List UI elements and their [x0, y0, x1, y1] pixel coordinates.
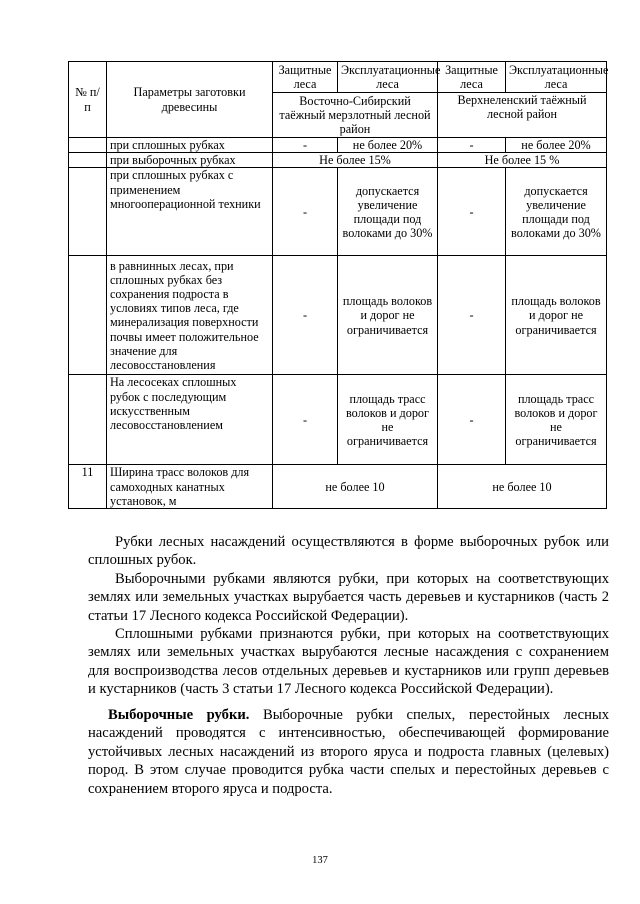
table-row	[69, 375, 607, 465]
row-v4: площадь трасс волоков и дорог не ограничивается	[506, 375, 607, 465]
parameters-table	[68, 61, 607, 509]
row-v1: -	[273, 256, 338, 375]
row-num	[69, 375, 107, 465]
region-2: Верхнеленский таёжный лесной район	[438, 93, 607, 138]
row-v4: площадь волоков и дорог не ограничивается	[506, 256, 607, 375]
row-v12: Не более 15%	[273, 153, 438, 168]
row-num	[69, 153, 107, 168]
paragraph-3: Сплошными рубками признаются рубки, при которых на соответствующих землях или земельных участках вырубаются лесные насаждения с сохранением для воспроизводства лесов отдельных деревьев и кустарников или групп деревьев и кустарников (часть 3 статьи 17 Лесного кодекса Российской Федерации).	[88, 626, 609, 698]
row-v3: -	[438, 256, 506, 375]
region-1: Восточно-Сибирский таёжный мерзлотный лесной район	[273, 93, 438, 138]
table-row	[69, 153, 607, 168]
row-param: Ширина трасс волоков для самоходных канатных установок, м	[107, 465, 273, 509]
row-num: 11	[69, 465, 107, 509]
header-col4: Эксплуатационные леса	[506, 62, 607, 93]
row-param: На лесосеках сплошных рубок с последующим искусственным лесовосстановлением	[107, 375, 273, 465]
paragraph-4	[88, 706, 609, 798]
header-col2: Эксплуатационные леса	[338, 62, 438, 93]
table-row	[69, 256, 607, 375]
paragraph-2: Выборочными рубками являются рубки, при которых на соответствующих землях или земельных участках вырубается часть деревьев и кустарников (часть 2 статьи 17 Лесного кодекса Российской Федерации).	[88, 571, 609, 624]
row-v2: допускается увеличение площади под волоками до 30%	[338, 168, 438, 256]
row-v1: -	[273, 375, 338, 465]
row-v1: -	[273, 168, 338, 256]
paragraph-4-heading: Выборочные рубки.	[108, 707, 250, 723]
table-row	[69, 465, 607, 509]
row-v4: допускается увеличение площади под волоками до 30%	[506, 168, 607, 256]
table-row	[69, 168, 607, 256]
table-row	[69, 138, 607, 153]
row-v34: не более 10	[438, 465, 607, 509]
row-v2: площадь волоков и дорог не ограничивается	[338, 256, 438, 375]
row-num	[69, 138, 107, 153]
row-v1: -	[273, 138, 338, 153]
header-param: Параметры заготовки древесины	[107, 62, 273, 138]
row-v2: площадь трасс волоков и дорог не ограничивается	[338, 375, 438, 465]
header-col3: Защитные леса	[438, 62, 506, 93]
row-param: в равнинных лесах, при сплошных рубках без сохранения подроста в условиях типов леса, где минерализация поверхности почвы имеет положительное значение для лесовосстановления	[107, 256, 273, 375]
header-col1: Защитные леса	[273, 62, 338, 93]
row-param: при сплошных рубках с применением многооперационной техники	[107, 168, 273, 256]
row-v34: Не более 15 %	[438, 153, 607, 168]
row-num	[69, 256, 107, 375]
row-v2: не более 20%	[338, 138, 438, 153]
row-param: при сплошных рубках	[107, 138, 273, 153]
row-v3: -	[438, 375, 506, 465]
paragraph-1: Рубки лесных насаждений осуществляются в форме выборочных рубок или сплошных рубок.	[88, 534, 609, 569]
paragraph-4-body: Выборочные рубки спелых, перестойных лесных насаждений проводятся с интенсивностью, обеспечивающей формирование устойчивых лесных насаждений из второго яруса и подроста главных (целевых) пород. В этом случае проводится рубка части спелых и перестойных деревьев с сохранением второго яруса и подроста.	[88, 707, 610, 797]
page-number: 137	[312, 855, 328, 866]
row-v4: не более 20%	[506, 138, 607, 153]
row-v3: -	[438, 138, 506, 153]
row-v3: -	[438, 168, 506, 256]
row-param: при выборочных рубках	[107, 153, 273, 168]
row-v12: не более 10	[273, 465, 438, 509]
header-num: № п/п	[69, 62, 107, 138]
row-num	[69, 168, 107, 256]
table-header-row	[69, 62, 607, 93]
